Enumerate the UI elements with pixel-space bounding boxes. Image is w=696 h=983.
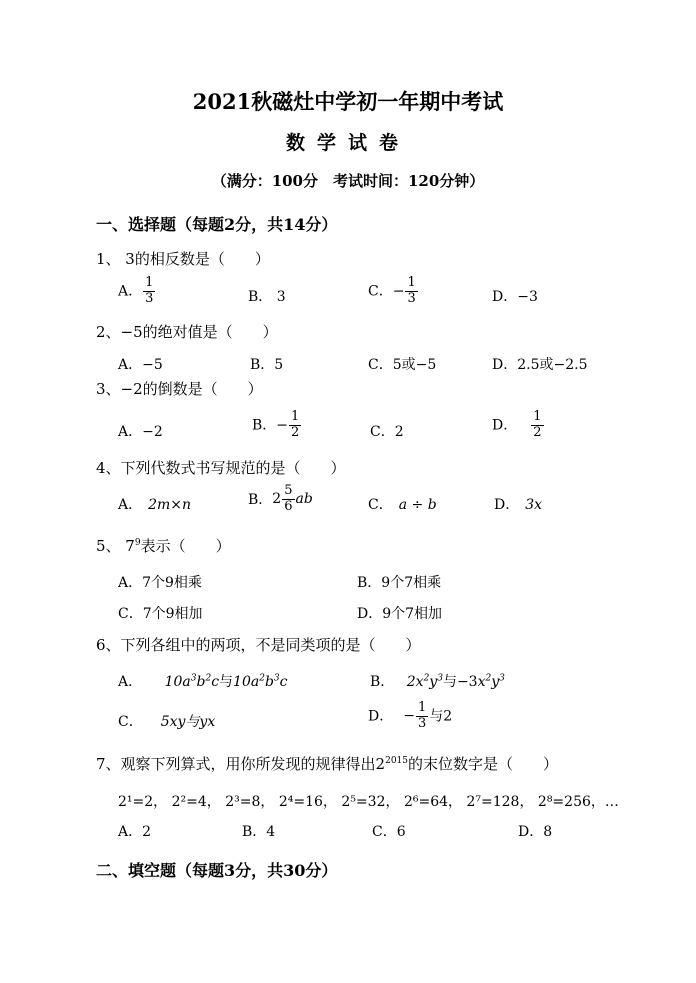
q3-d-label: D．	[492, 417, 518, 434]
q6-d-den: 3	[417, 715, 427, 731]
q4-b-whole: 2	[272, 491, 282, 508]
q7-sequence	[118, 791, 619, 811]
q4-d-label: D．	[494, 497, 520, 513]
q3-option-d	[492, 410, 545, 441]
q4-b-label: B．	[248, 492, 273, 509]
q4-b-mixed	[248, 484, 313, 515]
q3-option-c: C．2	[370, 424, 404, 440]
q6-option-d	[368, 701, 452, 732]
q5-option-b: B．9个7相乘	[357, 575, 442, 591]
q6-a-expr2: $10a^2b^3c$	[233, 673, 288, 690]
q2-stem: 2、−5的绝对值是（ ）	[96, 323, 278, 341]
q7-stem	[96, 753, 558, 774]
q7-option-a: A．2	[118, 824, 152, 840]
section-2-heading: 二、填空题（每题3分，共30分）	[96, 861, 338, 880]
q1-option-a	[118, 276, 156, 307]
q7-stem-sup: 2015	[385, 756, 408, 766]
q1-a-num: 1	[145, 275, 154, 290]
q2-option-a: A．−5	[118, 357, 163, 373]
q7-seq-2: 2²=4，	[171, 794, 221, 810]
q7-stem-post: 的末位数字是（ ）	[408, 755, 559, 773]
q3-option-a: A．−2	[118, 424, 163, 440]
q5-stem-sup: 9	[134, 538, 141, 548]
q7-seq-5: 2⁵=32，	[341, 794, 400, 810]
q4-stem: 4、下列代数式书写规范的是（ ）	[96, 459, 346, 477]
q4-option-d	[494, 494, 542, 514]
q7-stem-pre: 7、观察下列算式，用你所发现的规律得出2	[96, 755, 386, 773]
q6-c-expr: 5xy与yx	[160, 714, 216, 730]
q1-option-d: D．−3	[492, 289, 538, 305]
q4-b-num: 5	[284, 483, 293, 498]
q2-option-c: C．5或−5	[368, 357, 437, 373]
q7-seq-1: 2¹=2，	[118, 794, 168, 810]
q1-option-c	[368, 276, 419, 307]
q4-d-expr: 3x	[525, 497, 543, 513]
q7-seq-8: 2⁸=256，…	[537, 794, 619, 810]
q4-option-b	[248, 484, 313, 515]
q4-b-den: 6	[284, 498, 293, 514]
q4-a-expr: 2m×n	[148, 497, 192, 513]
q6-a-label: A．	[118, 674, 143, 690]
q4-b-tail: ab	[295, 491, 313, 508]
q6-d-fraction	[416, 701, 428, 732]
exam-note: （满分：100分 考试时间：120分钟）	[211, 172, 485, 190]
q1-c-num: 1	[407, 275, 416, 290]
q6-stem: 6、下列各组中的两项，不是同类项的是（ ）	[96, 636, 421, 654]
q7-option-d: D．8	[518, 824, 553, 840]
q4-a-label: A．	[118, 497, 143, 513]
q3-d-num: 1	[533, 409, 542, 424]
q6-d-label: D．	[368, 708, 394, 725]
q6-d-tail: 与2	[429, 708, 453, 725]
q7-seq-4: 2⁴=16，	[278, 794, 337, 810]
exam-title: 2021秋磁灶中学初一年期中考试	[192, 89, 504, 114]
exam-subtitle: 数学试卷	[285, 132, 410, 154]
q3-d-fraction	[531, 410, 543, 441]
q6-a-yu: 与	[219, 674, 234, 690]
q5-option-c: C．7个9相加	[118, 606, 203, 622]
q2-option-d: D．2.5或−2.5	[492, 357, 588, 373]
q6-d-minus: −	[403, 708, 415, 725]
q7-option-c: C．6	[372, 824, 406, 840]
q1-c-label: C．−	[368, 283, 405, 300]
q3-stem: 3、−2的倒数是（ ）	[96, 380, 263, 398]
q1-stem: 1、 3的相反数是（ ）	[96, 250, 270, 268]
q4-option-a	[118, 494, 191, 514]
q6-b-expr: $2x^2y^3$	[406, 673, 443, 690]
q6-option-b	[370, 671, 505, 691]
q6-a-expr: $10a^3b^2c$	[164, 673, 220, 690]
q1-c-den: 3	[407, 290, 416, 306]
q5-stem-post: 表示（ ）	[140, 537, 231, 555]
q6-b-yu: 与−3	[442, 674, 478, 690]
q7-seq-7: 2⁷=128，	[466, 794, 534, 810]
q6-c-label: C．	[118, 714, 143, 730]
q5-option-d: D．9个7相加	[357, 606, 443, 622]
q3-b-label: B．−	[252, 417, 289, 434]
q3-b-num: 1	[291, 409, 300, 424]
q4-c-expr: a ÷ b	[398, 497, 437, 513]
q2-option-b: B．5	[250, 357, 284, 373]
q4-option-c	[368, 494, 437, 514]
q1-c-fraction	[405, 276, 417, 307]
section-1-heading: 一、选择题（每题2分，共14分）	[96, 215, 338, 234]
q5-option-a: A．7个9相乘	[118, 575, 202, 591]
q7-option-b: B．4	[242, 824, 276, 840]
q6-option-a	[118, 671, 287, 691]
q1-a-den: 3	[145, 290, 154, 306]
q7-seq-6: 2⁶=64，	[403, 794, 463, 810]
q1-a-label: A．	[118, 283, 143, 300]
q3-b-fraction	[289, 410, 301, 441]
q5-stem-pre: 5、 7	[96, 537, 135, 555]
q6-d-num: 1	[417, 700, 427, 715]
q1-a-fraction	[143, 276, 155, 307]
q3-d-den: 2	[533, 424, 542, 440]
q3-option-b	[252, 410, 302, 441]
q4-b-fraction	[282, 484, 294, 515]
q1-option-b: B． 3	[248, 289, 286, 305]
q5-stem	[96, 535, 231, 556]
q4-c-label: C．	[368, 497, 393, 513]
q7-seq-3: 2³=8，	[225, 794, 275, 810]
q3-b-den: 2	[291, 424, 300, 440]
q6-option-c	[118, 711, 215, 731]
q6-b-label: B．	[370, 674, 395, 690]
q6-b-expr2: $x^2y^3$	[477, 673, 505, 690]
